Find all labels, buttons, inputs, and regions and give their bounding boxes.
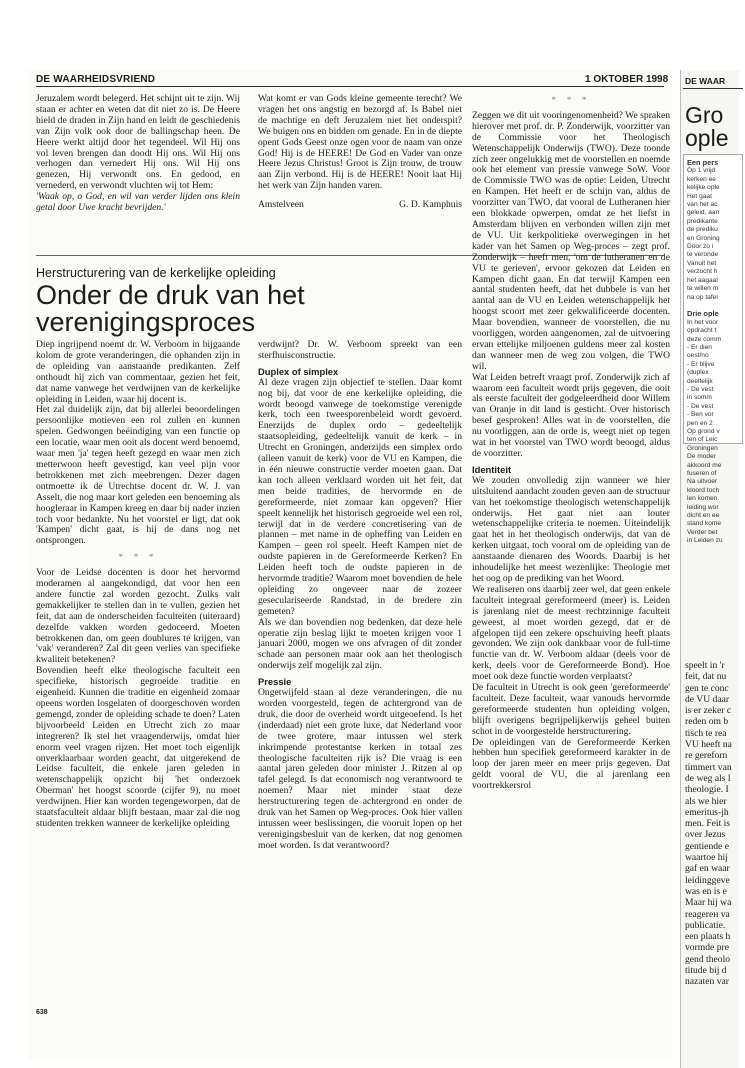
col2-para-1: Al deze vragen zijn objectief te stellen. Daar komt nog bij, dat voor de ene kerkelijke opleiding, die wordt beoogd vanwege de toekomstige verenigde kerk, toch een tweesporenbeleid wordt gevoerd. Enerzijds de duplex ordo – gedeeltelijk staatsopleiding, gedeeltelijk vanuit de kerk – in Utrecht en Groningen, anderzijds een simplex ordo (alleen vanuit de kerk) voor de VU en Kampen, die in één nieuwe constructie verder moeten gaan. Dat kan toch alleen verklaard worden uit het feit, dat men beide tradities, de hervormde en de gereformeerde, niet zomaar kan opgeven? Hier speelt kennelijk het historisch gegroeide wel een rol, terwijl dat in de verdere concretisering van de plannen – met name in de opheffing van Leiden en Kampen – geen rol speelt. Heeft Kampen niet de oudste papieren in de Gereformeerde Kerken? En Leiden heeft toch de oudste papieren in de hervormde traditie? Waarom moet bovendien de hele opleiding zo ongeveer naar de zozeer geseculariseerde Randstad, in de bredere zin gemeten?: [258, 376, 462, 617]
next-box-line: - Er blijve: [687, 360, 715, 368]
next-box-line: het aagaal: [687, 276, 718, 284]
next-body-line: gend theolo: [685, 953, 731, 965]
col1-para-2: Het zal duidelijk zijn, dat bij allerlei beoordelingen persoonlijke motieven een rol zullen en kunnen spelen. Gedwongen beëindiging van een functie op een locatie, waar men ooit als docent werd benoemd, waar men 'ja' tegen heeft gezegd en waar men zich metterwoon heeft gevestigd, kan veel pijn voor betrokkenen met zich meebrengen. Dezer dagen ontmoette ik de Utrechtse docent dr. W. J. van Asselt, die nog maar kort geleden een benoeming als hoogleraar in Kampen kreeg en daar bij nader inzien toch voor bedankte. Nu het voorstel er ligt, dat ook 'Kampen' dicht gaat, is hij de dans nog net ontsprongen.: [36, 404, 240, 547]
next-box-line: akkoord me: [687, 461, 722, 469]
article-headline: Onder de druk van het verenigingsproces: [36, 280, 305, 337]
col3-para-6: De opleidingen van de Gereformeerde Kerken hebben hun specifiek gereformeerd karakter in de loop der jaren meer en meer prijs gegeven. Dat geldt vooral de VU, die al jarenlang een voortrekkersrol: [472, 736, 670, 792]
col3-para-4: We realiseren ons daarbij zeer wel, dat geen enkele faculteit integraal gereformeerd (meer) is. Leiden is jarenlang niet de meest rechtzinnige faculteit geweest, al moet worden gezegd, dat er de afgelopen tijd een zekere opschuiving heeft plaats gevonden. We zijn ook dankbaar voor de full-time functie van dr. W. Verboom aldaar (deels voor de kerk, deels voor de Gereformeerde Bond). Hoe moet ook deze functie worden verplaatst?: [472, 583, 670, 683]
next-body-line: Maar hij wa: [685, 897, 732, 909]
article-col2: [258, 340, 462, 1002]
next-title-line2: ople: [685, 125, 729, 151]
col2-para-3: Ongetwijfeld staan al deze veranderingen, die nu worden voorgesteld, tegen de achtergrond van de druk, die door de overheid wordt uitgeoefend. Is het (inderdaad) niet een grote luxe, dat Nederland voor de twee grotere, maar intussen wel sterk inkrimpende protestantse kerken in totaal zes theologische faculteiten rijk is? Die vraag is een aantal jaren geleden door minister J. Ritzen al op tafel gelegd. Is dat economisch nog verantwoord te noemen? Maar niet minder staat deze herstructurering tegen de achtergrond en onder de druk van het Samen op Weg-proces. Ook hier vallen intussen weer beslissingen, die vooruit lopen op het verenigingsbesluit van de kerken, dat nog genomen moet worden. Is dat verantwoord?: [258, 687, 462, 851]
next-body-line: als we hier: [685, 795, 727, 807]
next-box-line: Na uitvoer: [687, 478, 718, 486]
next-body-line: is er zeker c: [685, 705, 732, 717]
next-box-line: van het ac: [687, 201, 718, 209]
signature-author: G. D. Kamphuis: [399, 199, 462, 211]
next-box-line: geleid, aan: [687, 209, 720, 217]
next-body-line: was en is e: [685, 885, 727, 897]
next-box-line: stand kome: [687, 520, 722, 528]
header-rule: [36, 86, 664, 87]
subhead-identiteit: Identiteit: [472, 463, 512, 475]
article-kicker: Herstructurering van de kerkelijke opleiding: [36, 266, 276, 280]
next-box-line: verzocht h: [687, 268, 718, 276]
next-body-line: theologie. I: [685, 784, 729, 796]
next-box-subhead: Een pers: [687, 158, 719, 167]
next-box-line: fuseren of: [687, 470, 717, 478]
next-page-body: [685, 660, 745, 988]
next-body-line: timmert van: [685, 761, 732, 773]
col3-para-5: De faculteit in Utrecht is ook geen 'gereformeerde' faculteit. Deze faculteit, waar vanouds hervormde gereformeerde studenten hun opleiding volgen, blijft overigens begrijpelijkerwijs geheel buiten schot in de voorgestelde herstructurering.: [472, 682, 670, 737]
next-body-line: de weg als l: [685, 772, 731, 784]
next-box-line: Vanuit het: [687, 259, 717, 267]
next-box-line: - De vest: [687, 402, 714, 410]
col2-intro: verdwijnt? Dr. W. Verboom spreekt van een sterfhuisconstructie.: [258, 339, 462, 361]
next-box-line: leiding wor: [687, 503, 719, 511]
page-number: 638: [36, 1009, 48, 1016]
publication-name: DE WAARHEIDSVRIEND: [36, 74, 156, 85]
next-body-line: een plaats h: [685, 931, 731, 943]
next-body-line: gen te conc: [685, 682, 729, 694]
prev-article-col2: [258, 94, 462, 252]
next-box-lines: [687, 167, 739, 545]
next-page-boxed-text: [683, 154, 743, 545]
prev-col2-para: Wat komt er van Gods kleine gemeente terecht? We vragen het ons angstig en bezorgd af. Is Babel niet de machtige en deft Jeruzalem niet het onderspit? We buigen ons en bidden om genade. En in de diepte opent Gods Geest onze ogen voor de naam van onze God! Hij is de HEERE! De God en Vader van onze Heere Jezus Christus! Groot is Zijn trouw, de trouw aan Zijn verbond. Hij is de HEERE! Nooit laat Hij het werk van Zijn handen varen.: [258, 93, 462, 192]
prev-col1-quote: 'Waak op, o God, en wil van verder lijden ons klein getal door Uwe kracht bevrijden.': [36, 191, 240, 214]
next-box-line: de prediku: [687, 226, 718, 234]
next-box-line: te willen m: [687, 285, 719, 293]
next-box-line: len komen.: [687, 495, 720, 503]
next-body-line: vormde pre: [685, 942, 729, 954]
next-box-line: na op tafel: [687, 293, 718, 301]
next-box-line: ten of Leic: [687, 436, 718, 444]
next-box-line: dicht en ee: [687, 512, 720, 520]
next-body-line: speelt in 'r: [685, 660, 725, 671]
subhead-duplex: Duplex of simplex: [258, 365, 339, 377]
next-body-line: nazaten var: [685, 976, 729, 988]
next-box-line: deze comm: [687, 335, 722, 343]
next-body-line: gentiende e: [685, 840, 729, 852]
next-box-line: en Groning: [687, 234, 720, 242]
next-box-line: - Er dien: [687, 343, 712, 351]
next-box-line: (duplex: [687, 369, 709, 377]
next-box-line: Drie ople: [687, 309, 719, 319]
next-body-line: publicatie.: [685, 919, 726, 931]
col1-para-1: Diep ingrijpend noemt dr. W. Verboom in bijgaande kolom de grote veranderingen, die ophanden zijn in de opleiding van aanstaande predikanten. Zelf onthoudt hij zich van commentaar, gezien het feit, dat name vanwege het verdwijnen van de kerkelijke opleiding in Leiden, waar hij docent is.: [36, 339, 240, 405]
next-box-line: in somm: [687, 394, 712, 402]
next-box-line: - De vest: [687, 385, 714, 393]
section-break: * * *: [551, 95, 591, 106]
next-box-line: Op grond v: [687, 428, 720, 435]
next-box-line: In het voor: [687, 318, 719, 326]
next-body-line: VU heeft na: [685, 739, 732, 751]
next-box-line: Het gaat: [687, 192, 712, 200]
next-body-line: de VU daar: [685, 693, 730, 705]
next-body-line: reagerен va: [685, 908, 730, 920]
col3-para-2: Wat Leiden betreft vraagt prof. Zonderwijk zich af waarom een faculteit wordt prijs gegeven, die ooit als eerste faculteit der godgeleerdheid door Willem van Oranje in dit land is gesticht. Over historisch besef gesproken! Alles wat in de voorstellen, die nu voorliggen, aan de orde is, weegt niet op tegen wat in het voorstel van TWO wordt beoogd, aldus de voorzitter.: [472, 371, 670, 459]
next-page-header: DE WAAR: [685, 76, 726, 86]
subhead-pressie: Pressie: [258, 676, 292, 688]
next-body-line: feit, dat nu: [685, 671, 727, 683]
next-title-line1: Gro: [685, 102, 724, 128]
next-body-line: reden om b: [685, 716, 729, 728]
next-box-line: pen en 2: [687, 419, 713, 427]
next-box-line: predikante: [687, 217, 718, 225]
prev-col1-para: Jeruzalem wordt belegerd. Het schijnt uit te zijn. Wij staan er achter en weten dat dit niet zo is. De Heere hield de draden in Zijn hand en leidt de geschiedenis van Zijn volk ook door de ballingschap heen. De Heere werkt altijd door het tegendeel. Wil Hij ons vol leven brengen dan doodt Hij ons. Wil Hij ons verhogen dan vernedert Hij ons. Wil Hij ons genezen, Hij verwondt ons. En gedood, en vernederd, en verwondt vluchten wij tot Hem:: [36, 93, 240, 192]
col1-para-4: Bovendien heeft elke theologische faculteit een specifieke, historisch gegroeide traditie en eigenheid. Kunnen die traditie en eigenheid zomaar opeens worden losgelaten of doorgeschoven worden gemengd, zonder de opleiding schade te doen? Laten bijvoorbeeld Leiden en Utrecht zich zo maar integreren? Ik stel het vraagenderwijs, omdat hier enorm veel vragen rijzen. Het moet toch eigenlijk onverklaarbaar worden geacht, dat uitgerekend de Leidse faculteit, die enkele jaren geleden in wetenschappelijk opzicht bij 'het onderzoek Oberman' het hoogst scoorde (cijfer 9), nu moet verdwijnen. Hier kan worden tegengeworpen, dat de staatsfaculteit aldaar blijft bestaan, maar zal die nog studenten trekken wanneer de kerkelijke opleiding: [36, 665, 240, 829]
next-header-rule: [683, 88, 743, 89]
signature: [258, 200, 462, 211]
next-body-line: leidinggeve: [685, 874, 730, 886]
next-body-line: men. Feit is: [685, 818, 731, 830]
next-body-line: waartoe hij: [685, 852, 728, 864]
next-box-line: te veronde: [687, 251, 719, 259]
col3-para-1: Zeggen we dit uit vooringenomenheid? We spraken hierover met prof. dr. P. Zonderwijk, voorzitter van de Commissie voor het Theologisch Wetenschappelijk Onderwijs (TWO). Deze toonde zich zeer ongelukkig met de voorstellen en noemde ook het element van pressie vanwege SoW. Voor de Commissie TWO was de optie: Leiden, Utrecht en Kampen. Het heeft er de schijn van, aldus de voorzitter van TWO, dat vooral de Lutheranen hier een blokkade opwerpen, omdat ze het liefst in Amsterdam blijven en verbonden willen zijn met de VU. Uit kerkpolitieke overwegingen in het kader van het Samen op Weg-proces – zegt prof. Zonderwijk – heeft men, 'om de lutheranen en de VU te gerieven', ervoor gekozen dat Leiden en Kampen dicht gaan. En dat terwijl Kampen een aantal studenten heeft, dat het dubbele is van het aantal aan de VU en Leiden wetenschappelijk het hoogst scoort met zeer gekwalificeerde docenten. Maar bovendien, wanneer de voorstellen, die nu voorliggen, worden aangenomen, zal de uitvoering ervan ettelijke miljoenen guldens meer zal kosten dan wanneer men de weg zou volgen, die TWO wil.: [472, 109, 670, 372]
next-box-line: in Leiden zu: [687, 537, 723, 545]
article-col3: [472, 94, 670, 1002]
next-box-line: deeltelijk: [687, 377, 713, 385]
next-body-line: over Jezus: [685, 829, 726, 841]
next-box-line: oest/no: [687, 352, 709, 360]
publication-date: 1 OKTOBER 1998: [585, 74, 669, 85]
next-body-line: tisch te rea: [685, 727, 727, 739]
next-page-strip: [680, 70, 739, 1068]
next-box-line: Door zo i: [687, 243, 714, 251]
next-box-line: kerken ee: [687, 175, 716, 183]
next-body-line: gaf en waar: [685, 863, 730, 875]
next-box-line: De moder: [687, 453, 716, 461]
signature-place: Amstelveen: [258, 199, 304, 211]
section-break: * * *: [118, 552, 158, 564]
col1-para-3: Voor de Leidse docenten is door het hervormd moderamen al aangekondigd, dat voor hen een andere functie zal worden gezocht. Zulks valt gemakkelijker te stellen dan in te vullen, gezien het feit, dat aan de onderscheiden faculteiten (uiteraard) dezelfde vakken worden gedoceerd. Moeten betrokkenen dan, om geen doublures te krijgen, van 'vak' veranderen? Zal dit geen verlies van specifieke kwaliteit betekenen?: [36, 567, 240, 666]
next-box-line: opdracht t: [687, 327, 717, 335]
next-body-line: emeritus-jh: [685, 806, 729, 818]
next-box-line: kloord toch: [687, 486, 720, 494]
next-body-line: titude bij d: [685, 965, 727, 977]
next-page-title: [685, 104, 728, 150]
next-box-line: Verder bet: [687, 528, 718, 536]
next-box-line: kelijke ople: [687, 184, 720, 192]
next-body-line: re gereforn: [685, 750, 728, 762]
col2-para-2: Als we dan bovendien nog bedenken, dat deze hele operatie zijn beslag lijkt te moeten krijgen voor 1 januari 2000, mogen we ons afvragen of dit zonder schade aan personen maar ook aan het theologisch onderwijs zelf mogelijk zal zijn.: [258, 616, 462, 672]
next-box-line: Op 1 vrijd: [687, 167, 716, 175]
prev-article-col1: [36, 94, 240, 252]
next-box-line: - Ben vor: [687, 411, 714, 419]
next-box-line: Groningen: [687, 444, 718, 452]
col3-para-3: We zouden onvolledig zijn wanneer we hier uitsluitend aandacht zouden geven aan de structuur van het toekomstige theologisch wetenschappelijk onderwijs. Het gaat niet aan louter wetenschappelijke criteria te noemen. Uiteindelijk gaat het in het theologisch onderwijs, dat van de kerken uitgaat, toch vooral om de opleiding van de aanstaande dienaren des Woords. Daarbij is het inhoudelijke het meest wezenlijke: Theologie met het oog op de prediking van het Woord.: [472, 474, 670, 584]
article-col1: [36, 340, 240, 1002]
